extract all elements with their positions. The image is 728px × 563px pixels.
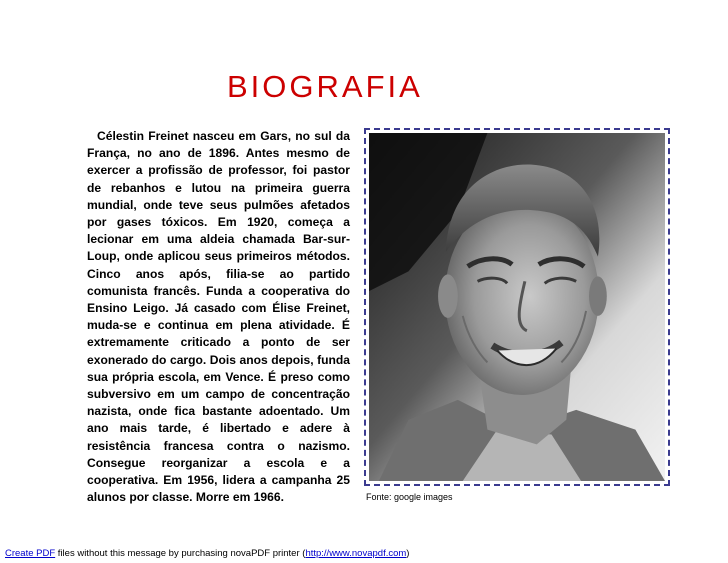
pdf-footer [5, 548, 409, 559]
photo-caption: Fonte: google images [366, 492, 453, 502]
biography-text: Célestin Freinet nasceu em Gars, no sul da França, no ano de 1896. Antes mesmo de exercer a profissão de professor, foi pastor de rebanhos e lutou na primeira guerra mundial, onde teve seus pulmões afetados por gases tóxicos. Em 1920, começa a lecionar em uma aldeia chamada Bar-sur-Loup, onde aplicou seus primeiros métodos. Cinco anos após, filia-se ao partido comunista francês. Funda a cooperativa do Ensino Leigo. Já casado com Élise Freinet, muda-se e continua em plena atividade. É extremamente criticado a ponto de ser exonerado do cargo. Dois anos depois, funda sua própria escola, em Vence. É preso como subversivo em um campo de concentração nazista, onde fica bastante adoentado. Um ano mais tarde, é libertado e adere à resistência francesa contra o nazismo. Consegue reorganizar a escola e a cooperativa. Em 1956, lidera a campanha 25 alunos por classe. Morre em 1966. [87, 129, 350, 505]
create-pdf-link[interactable]: Create PDF [5, 548, 56, 559]
portrait-photo [369, 133, 665, 481]
footer-text: files without this message by purchasing novaPDF printer ( [55, 548, 306, 559]
portrait-photo-frame [364, 128, 670, 486]
page-title: BIOGRAFIA [227, 69, 423, 104]
footer-text-end: ) [406, 548, 410, 559]
novapdf-link[interactable]: http://www.novapdf.com [305, 548, 407, 559]
